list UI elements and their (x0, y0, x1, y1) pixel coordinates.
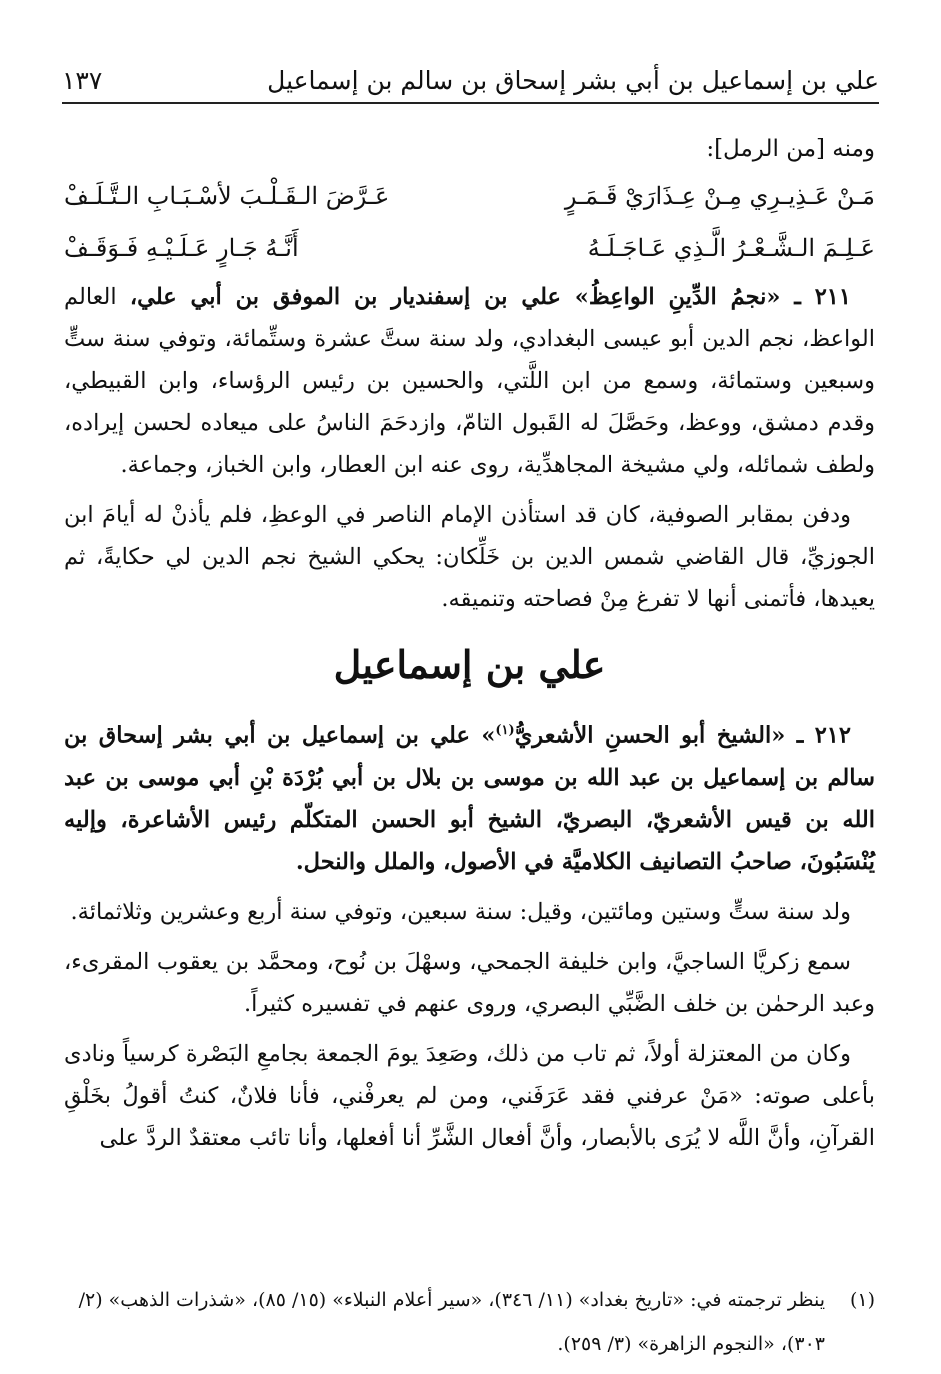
footnote-marker: (١) (495, 723, 515, 738)
entry-212-paragraph-4: وكان من المعتزلة أولاً، ثم تاب من ذلك، وصَعِدَ يومَ الجمعة بجامعِ البَصْرة كرسياً ونادى بأعلى صوته: «مَنْ عرفني فقد عَرَفَني، ومن لم يعرفْني، فأنا فلانٌ، كنتُ أقولُ بخَلْقِ القرآنِ، وأنَّ اللَّه لا يُرَى بالأبصار، وأنَّ أفعال الشَّرِّ أنا أفعلها، وأنا تائب معتقدٌ الردَّ على (64, 1040, 875, 1151)
entry-212-lead: ٢١٢ ـ «الشيخ أبو الحسنِ الأشعريُّ (514, 722, 851, 749)
entry-211-paragraph-2: ودفن بمقابر الصوفية، كان قد استأذن الإمام الناصر في الوعظِ، فلم يأذنْ له أيامَ ابن الجوزيِّ، قال القاضي شمس الدين بن خَلِّكان: يحكي الشيخ نجم الدين لي حكايةً، ثم يعيدها، فأتمنى أنها لا تفرغ مِنْ فصاحته وتنميقه. (64, 502, 875, 612)
verse-first-hemistich: مَـنْ عَـذِيـرِي مِـنْ عِـذَارَيْ قَـمَـرٍ (564, 182, 875, 210)
verse-second-hemistich: عَـرَّضَ الـقَـلْـبَ لأسْـبَـابِ الـتَّـلَـفْ (64, 182, 390, 210)
poem-intro: ومنه [من الرمل]: (706, 136, 875, 162)
section-heading: علي بن إسماعيل (333, 642, 606, 687)
verse-first-hemistich: عَـلِـمَ الـشَّـعْـرُ الَّـذِي عَـاجَـلَـهُ (587, 234, 875, 262)
footnotes (64, 1278, 875, 1366)
entry-212-paragraph-3: سمع زكريَّا الساجيَّ، وابن خليفة الجمحي، وسهْلَ بن نُوح، ومحمَّد بن يعقوب المقرىء، وعبد الرحمٰن بن خلف الضَّبِّي البصري، وروى عنهم في تفسيره كثيراً. (64, 948, 875, 1017)
entry-212-heading (64, 710, 875, 883)
poem-verse (64, 222, 875, 274)
footnote-text: ينظر ترجمته في: «تاريخ بغداد» (١١/ ٣٤٦)، «سير أعلام النبلاء» (١٥/ ٨٥)، «شذرات الذهب» (٢/ ٣٠٣)، «النجوم الزاهرة» (٣/ ٢٥٩). (78, 1289, 825, 1355)
header-title: علي بن إسماعيل بن أبي بشر إسحاق بن سالم بن إسماعيل (267, 65, 879, 95)
entry-212-lead-rest: » علي بن إسماعيل بن أبي بشر إسحاق بن سالم بن إسماعيل بن عبد الله بن موسى بن بلال بن أبي بُرْدَة بْنِ أبي موسى بن عبد الله بن قيس الأشعريّ، البصريّ، الشيخ أبو الحسن المتكلّم رئيس الأشاعرة، وإليه يُنْسَبُونَ، صاحبُ التصانيف الكلاميَّة في الأصول، والملل والنحل. (64, 722, 875, 875)
verse-second-hemistich: أَنَّـهُ جَـارٍ عَـلَـيْـهِ فَـوَقَـفْ (64, 234, 299, 262)
footnote (64, 1278, 875, 1366)
page-number: ١٣٧ (62, 65, 103, 95)
entry-212-paragraph-2: ولد سنة ستٍّ وستين ومائتين، وقيل: سنة سبعين، وتوفي سنة أربع وعشرين وثلاثمائة. (70, 898, 851, 925)
entry-211-body: العالم الواعظ، نجم الدين أبو عيسى البغدادي، ولد سنة ستَّ عشرة وستِّمائة، وتوفي سنة ستٍّ وسبعين وستمائة، وسمع من ابن اللَّتي، والحسين بن رئيس الرؤساء، وابن القبيطي، وقدم دمشق، ووعظ، وحَصَّلَ له القَبول التامّ، وازدحَمَ الناسُ على ميعاده لحسن إيراده، ولطف شمائله، ولي مشيخة المجاهدِّية، روى عنه ابن العطار، وابن الخباز، وجماعة. (64, 284, 875, 478)
poem-verse (64, 170, 875, 222)
main-text (64, 128, 875, 1167)
running-header (62, 58, 879, 104)
entry-211-heading: ٢١١ ـ «نجمُ الدِّينِ الواعِظُ» علي بن إسفنديار بن الموفق بن أبي علي، (129, 284, 851, 310)
entry-211-paragraph (64, 276, 875, 486)
footnote-number: (١) (849, 1289, 875, 1311)
poem (64, 170, 875, 274)
